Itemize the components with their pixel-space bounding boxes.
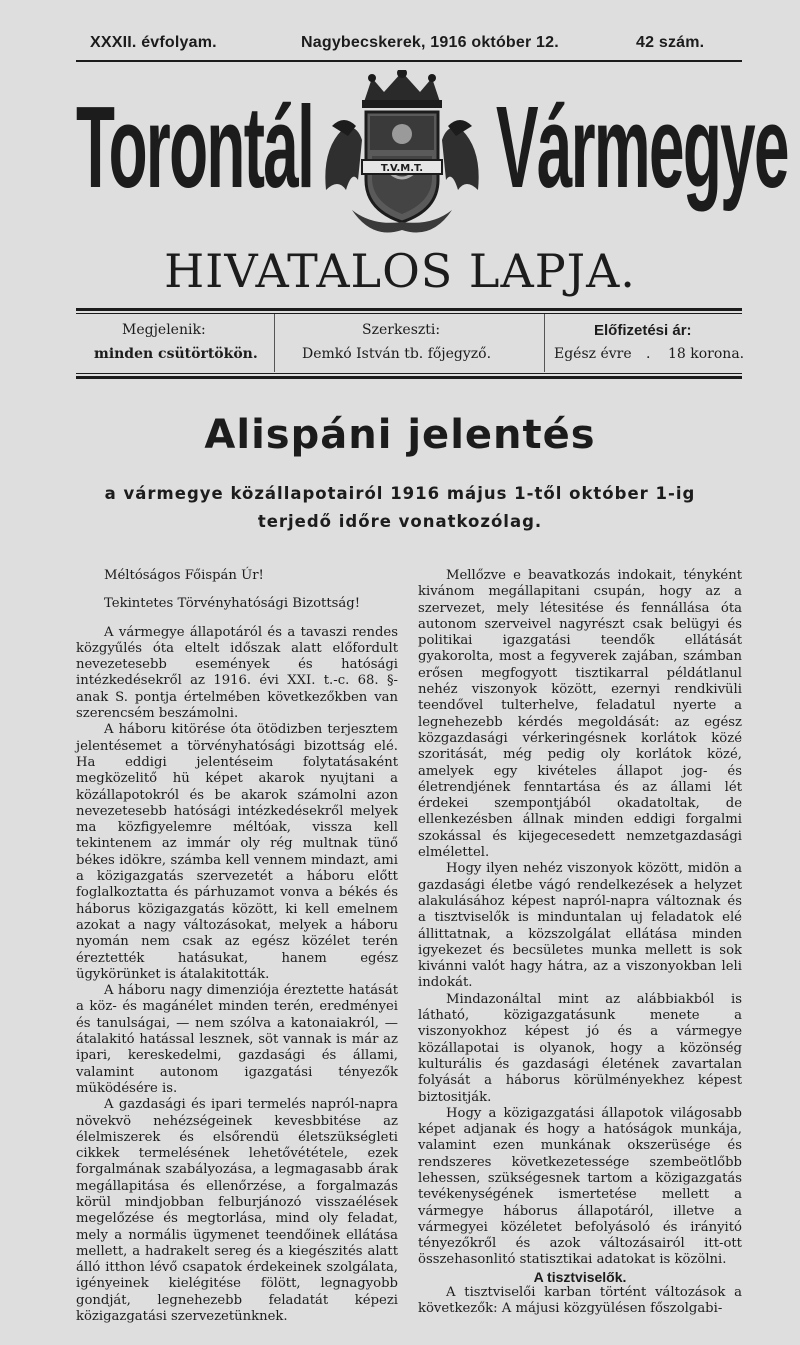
left-column — [76, 568, 398, 1325]
info-bar — [76, 314, 745, 376]
published-label: Megjelenik: — [122, 322, 206, 338]
issue-info-line — [76, 30, 742, 60]
article-subtitle-line2: terjedő időre vonatkozólag. — [257, 512, 543, 531]
coat-of-arms-emblem — [312, 70, 492, 240]
volume-label: XXXII. évfolyam. — [90, 34, 217, 51]
subscription-label: Előfizetési ár: — [594, 322, 692, 339]
info-divider-1 — [274, 314, 275, 372]
salutation-1: Méltóságos Főispán Úr! — [104, 568, 264, 583]
paragraph: A háboru kitörése óta ötödizben terjesztem jelentésemet a törvényhatósági bizottság elé. Ha eddigi jelentéseim folytatásaként megközelitő hü képet akarok nyujtani a közállapotokról és be akarok számolni azon nevezetesebb hatósági intézkedésekről melyek ma közfigyelemre méltóak, vissza kell tekintenem az immár oly rég multnak tünő békes idökre, számba kell vennem mindazt, ami a közigazgatás szervezetét a háboru előtt foglalkoztatta és párhuzamot vonva a békés és háborus közigazgatás között, ki kell emelnem azokat a nagy változásokat, melyek a háboru nyomán nem csak az egész közélet terén éreztették hatásukat, hanem egész ügykörünket is átalakitották. — [76, 722, 398, 982]
right-column — [418, 568, 742, 1318]
salutation-2: Tekintetes Törvényhatósági Bizottság! — [104, 596, 361, 612]
paragraph: Hogy a közigazgatási állapotok világosabb képet adjanak és hogy a hatóságok munkája, valamint ezen munkának okszerüsége és rendszeres következetessége szembeötlőbb lehessen, szükségesnek tartom a közigazgatás tevékenységének ismertetése mellett a vármegye háborus állapotáról, illetve a vármegyei közéletet befolyásoló és irányitó tényezőkről és azok változásairól itt-ott összehasonlitó statisztikai adatokat is közölni. — [418, 1105, 742, 1268]
subscription-dot: . — [646, 346, 651, 362]
section-heading: A tisztviselők. — [533, 1268, 627, 1285]
paragraph: Mindazonáltal mint az alábbiakból is látható, közigazgatásunk menete a viszonyokhoz képest jó és a vármegye közállapotai is olyanok, hogy a közönség kulturális és gazdasági életének zavartalan folyását a háborus körülményekhez képest biztositják. — [418, 991, 742, 1105]
masthead-title-left: Torontál — [76, 82, 314, 212]
published-value: minden csütörtökön. — [94, 346, 258, 362]
info-bottom-rule — [76, 376, 742, 379]
subscription-period: Egész évre — [554, 346, 632, 362]
subscription-price: 18 korona. — [668, 346, 745, 362]
paragraph: Mellőzve e beavatkozás indokait, tényként kivánom megállapitani csupán, hogy az a szervezet, mely létesitése és fennállása óta autonom szerveivel nagyrészt csak belügyi és politikai igazgatási teendők ellátását gyakorolta, most a fegyverek zajában, számban erősen megfogyott tisztikarral példátlanul nehéz viszonyok között, ezernyi rendkivüli teendővel tulterhelve, feladatul nyerte a legnehezebb kérdés megoldását: az egész közgazdasági vérkeringésnek korlátok közé szoritását, még pedig oly korlátok közé, amelyek egy kivételes állapot jog- és életrendjének fenntartása és az állami lét érdekei szempontjából okadatoltak, de ellenkezésben állnak minden eddigi forgalmi szokással és kijegecesedett nemzetgazdasági elmélettel. — [418, 568, 742, 861]
paragraph: Hogy ilyen nehéz viszonyok között, midön a gazdasági életbe vágó rendelkezések a helyzet alakulásához képest napról-napra változnak és a tisztviselők is minduntalan uj feladatok elé állittatnak, a közszolgálat ellátása minden igyekezet és becsületes munka mellett is sok kivánni valót hagy hátra, az a viszonyokban leli indokát. — [418, 861, 742, 991]
paragraph: A tisztviselői karban történt változások a következők: A májusi közgyülésen főszolgabi- — [418, 1285, 742, 1317]
paragraph: A vármegye állapotáról és a tavaszi rendes közgyűlés óta eltelt időszak alatt előfordult nevezetesebb események és hatósági intézkedésekről az 1916. évi XXI. t.-c. 68. §-anak S. pontja értelmében következőkben van szerencsém beszámolni. — [76, 624, 398, 722]
masthead-title-right: Vármegye — [496, 82, 788, 212]
editor-label: Szerkeszti: — [362, 322, 441, 338]
top-divider — [76, 60, 742, 62]
article-title: Alispáni jelentés — [204, 412, 596, 458]
editor-value: Demkó István tb. főjegyző. — [302, 346, 492, 362]
info-bottom-rule-thin — [76, 373, 742, 374]
masthead-subtitle: HIVATALOS LAPJA. — [164, 244, 636, 298]
place-date-label: Nagybecskerek, 1916 október 12. — [301, 34, 559, 51]
paragraph: A háboru nagy dimenziója éreztette hatását a köz- és magánélet minden terén, eredményei és tanulságai, — nem szólva a katonaiakról, — átalakitó hatással lesznek, söt vannak is már az ipari, kereskedelmi, gazdasági és állami, valamint autonom igazgatási tényezők müködésére is. — [76, 983, 398, 1096]
issue-number-label: 42 szám. — [636, 34, 705, 51]
paragraph: A gazdasági és ipari termelés napról-napra növekvö nehézségeinek kevesbbitése az élelmiszerek és elsőrendü életszükségleti cikkek termelésének lehetővététele, ezek forgalmának szabályozása, a legmagasabb árak megállapitása és ellenőrzése, a forgalmazás körül mindjobban felburjánozó visszaélések megelőzése és megtorlása, mind oly feladat, mely a normális ügymenet teendőinek ellátása mellett, a hadrakelt sereg és a kiegészités alatt álló itthon lévő csapatok érdekeinek szolgálata, igényeinek kielégitése fölött, legnagyobb gondját, legnehezebb feladatát képezi közigazgatási szervezetünknek. — [76, 1097, 398, 1325]
article-subtitle-line1: a vármegye közállapotairól 1916 május 1-től október 1-ig — [104, 484, 696, 503]
coat-of-arms-text: T.V.M.T. — [380, 163, 424, 174]
info-divider-2 — [544, 314, 545, 372]
info-top-rule — [76, 308, 742, 311]
